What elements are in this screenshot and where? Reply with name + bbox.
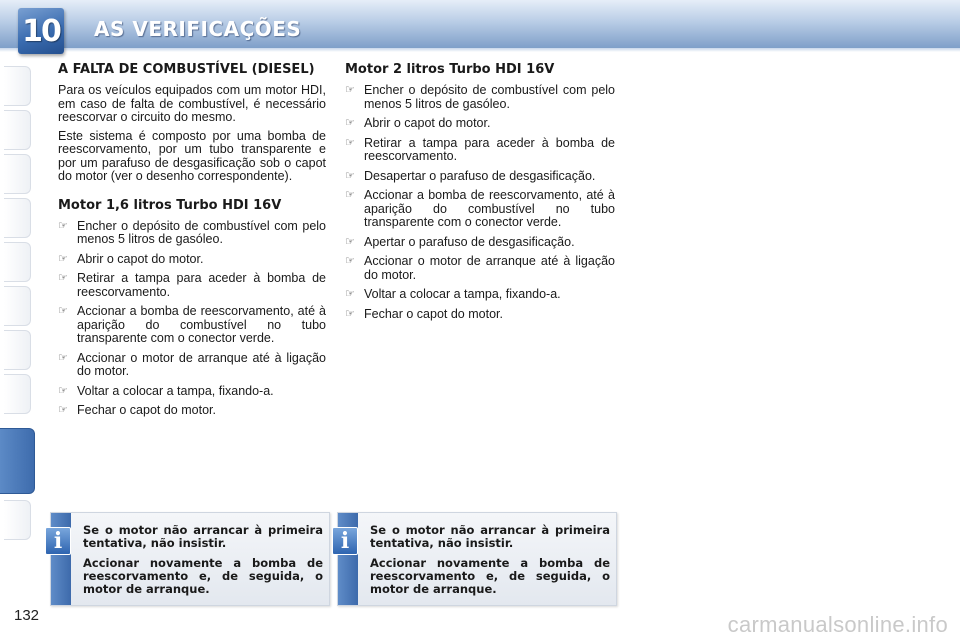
chapter-tab[interactable] — [4, 242, 31, 282]
pointing-hand-icon: ☞ — [58, 272, 68, 284]
chapter-tab[interactable] — [4, 330, 31, 370]
info-instruction: Accionar novamente a bomba de reescorvamento e, de seguida, o motor de arranque. — [83, 556, 323, 596]
list-item: ☞ Apertar o parafuso de desgasificação. — [345, 234, 575, 249]
info-box-left — [50, 512, 330, 606]
list-item: ☞ Fechar o capot do motor. — [58, 403, 216, 417]
list-item: ☞ Encher o depósito de combustível com pelo menos 5 litros de gasóleo. — [345, 83, 615, 111]
chapter-tab-active[interactable] — [0, 428, 35, 494]
pointing-hand-icon: ☞ — [58, 219, 68, 232]
intro-paragraph: Para os veículos equipados com um motor HDI, em caso de falta de combustível, é necessário reescorvar o circuito do mesmo. — [58, 83, 326, 124]
pointing-hand-icon: ☞ — [345, 136, 355, 149]
info-warning: Se o motor não arrancar à primeira tentativa, não insistir. — [83, 523, 323, 550]
list-item: ☞ Retirar a tampa para aceder à bomba de reescorvamento. — [58, 271, 326, 299]
engine-2l-heading: Motor 2 litros Turbo HDI 16V — [345, 62, 555, 77]
info-text — [370, 524, 610, 603]
header-divider — [0, 48, 960, 52]
list-item: ☞ Accionar a bomba de reescorvamento, até à aparição do combustível no tubo transparente com o conector verde. — [58, 304, 326, 345]
pointing-hand-icon: ☞ — [345, 235, 355, 248]
chapter-tab[interactable] — [4, 198, 31, 238]
watermark: carmanualsonline.info — [727, 612, 948, 637]
list-item: ☞ Accionar o motor de arranque até à ligação do motor. — [345, 254, 615, 282]
pointing-hand-icon: ☞ — [345, 288, 355, 300]
chapter-tab[interactable] — [4, 500, 31, 540]
list-item: ☞ Voltar a colocar a tampa, fixando-a. — [345, 287, 561, 301]
system-paragraph: Este sistema é composto por uma bomba de reescorvamento, por um tubo transparente e por um parafuso de desgasificação sob o capot do motor (ver o desenho correspondente). — [58, 128, 326, 183]
info-icon: i — [332, 527, 358, 555]
list-item: ☞ Encher o depósito de combustível com pelo menos 5 litros de gasóleo. — [58, 218, 326, 246]
pointing-hand-icon: ☞ — [345, 117, 355, 129]
pointing-hand-icon: ☞ — [58, 252, 68, 265]
engine-16-steps — [58, 220, 326, 418]
chapter-tab[interactable] — [4, 66, 31, 106]
list-item: ☞ Abrir o capot do motor. — [58, 251, 204, 266]
list-item: ☞ Retirar a tampa para aceder à bomba de reescorvamento. — [345, 135, 615, 163]
section-heading: A FALTA DE COMBUSTÍVEL (DIESEL) — [58, 62, 315, 77]
chapter-tab[interactable] — [4, 154, 31, 194]
right-column — [345, 62, 615, 327]
chapter-number: 10 — [22, 13, 60, 49]
chapter-tab[interactable] — [4, 374, 31, 414]
info-box-right — [337, 512, 617, 606]
chapter-tabs — [0, 60, 40, 580]
pointing-hand-icon: ☞ — [58, 404, 68, 416]
chapter-badge — [18, 8, 64, 54]
page-number: 132 — [14, 607, 40, 624]
pointing-hand-icon: ☞ — [345, 255, 355, 267]
page-title: AS VERIFICAÇÕES — [94, 17, 302, 41]
list-item: ☞ Fechar o capot do motor. — [345, 306, 503, 321]
left-column — [58, 62, 326, 424]
pointing-hand-icon: ☞ — [345, 84, 355, 96]
chapter-tab[interactable] — [4, 286, 31, 326]
info-icon: i — [45, 527, 71, 555]
pointing-hand-icon: ☞ — [58, 305, 68, 317]
list-item: ☞ Desapertar o parafuso de desgasificação. — [345, 168, 596, 183]
pointing-hand-icon: ☞ — [345, 189, 355, 201]
pointing-hand-icon: ☞ — [58, 384, 68, 397]
info-instruction: Accionar novamente a bomba de reescorvamento e, de seguida, o motor de arranque. — [370, 556, 610, 596]
info-warning: Se o motor não arrancar à primeira tentativa, não insistir. — [370, 523, 610, 550]
engine-16-heading: Motor 1,6 litros Turbo HDI 16V — [58, 197, 282, 213]
pointing-hand-icon: ☞ — [345, 307, 355, 320]
list-item: ☞ Accionar a bomba de reescorvamento, até à aparição do combustível no tubo transparente com o conector verde. — [345, 188, 615, 229]
pointing-hand-icon: ☞ — [345, 169, 355, 182]
list-item: ☞ Abrir o capot do motor. — [345, 116, 491, 130]
list-item: ☞ Voltar a colocar a tampa, fixando-a. — [58, 383, 274, 398]
list-item: ☞ Accionar o motor de arranque até à ligação do motor. — [58, 350, 326, 378]
pointing-hand-icon: ☞ — [58, 351, 68, 364]
engine-2l-steps — [345, 84, 615, 321]
chapter-tab[interactable] — [4, 110, 31, 150]
info-text — [83, 524, 323, 603]
